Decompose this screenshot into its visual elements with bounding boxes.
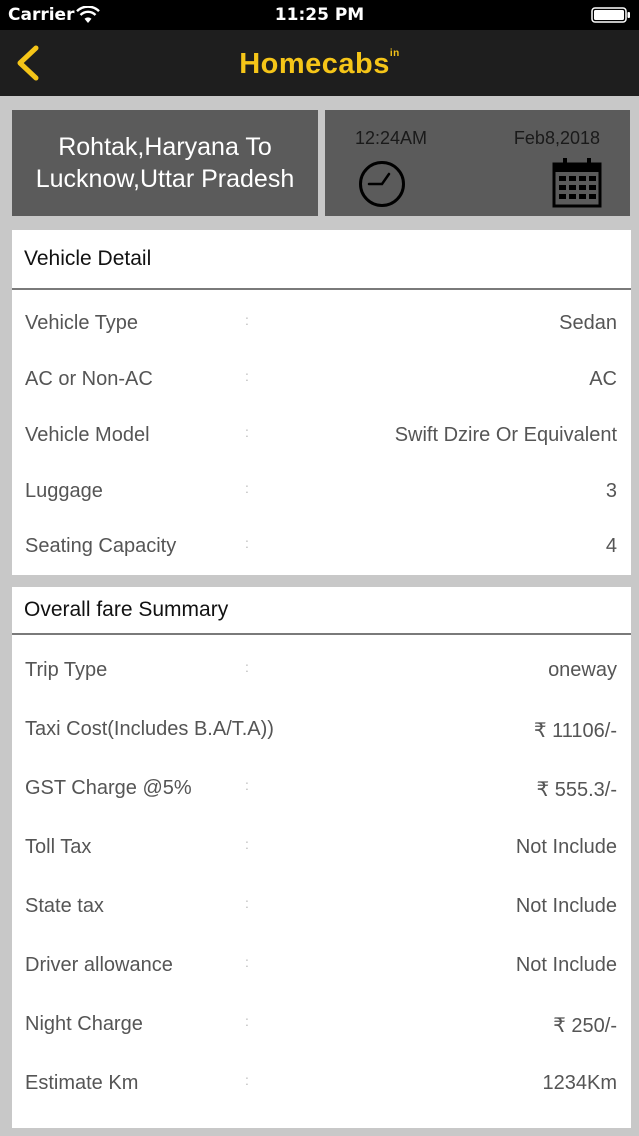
battery-icon [591,7,631,23]
row-value: 4 [605,535,617,557]
fare-summary-title: Overall fare Summary [12,587,631,635]
row-value: AC [589,368,617,390]
row-separator: : [245,480,249,496]
row-separator: : [245,1013,249,1029]
status-time: 11:25 PM [274,5,365,25]
row-label: Luggage [25,480,103,502]
row-label: Vehicle Model [25,424,150,446]
row-value: Sedan [559,312,617,334]
row-separator: : [245,777,249,793]
route-box [12,110,318,216]
app-logo-suffix: in [389,48,400,59]
row-label: AC or Non-AC [25,368,153,390]
row-label: Seating Capacity [25,535,177,557]
route-origin: Rohtak,Haryana To [58,133,272,161]
app-logo [0,48,639,81]
route-destination: Lucknow,Uttar Pradesh [35,165,295,193]
row-separator: : [245,368,249,384]
row-label: Driver allowance [25,954,173,976]
status-bar [0,0,639,30]
pickup-time: 12:24AM [355,128,428,148]
row-label: Toll Tax [25,836,92,858]
calendar-icon [552,156,602,208]
vehicle-detail-title: Vehicle Detail [12,230,631,290]
route-text [36,131,294,195]
row-label: State tax [25,895,104,917]
nav-bar [0,30,639,96]
row-separator: : [245,1072,249,1088]
row-value: ₹ 555.3/- [536,779,617,801]
vehicle-detail-card [12,230,631,575]
row-value: Swift Dzire Or Equivalent [394,424,617,446]
row-label: Taxi Cost(Includes B.A/T.A)) [25,718,274,740]
row-separator: : [245,895,249,911]
clock-icon [355,160,409,208]
row-value: ₹ 11106/- [533,720,617,742]
row-label: Trip Type [25,659,108,681]
row-label: Night Charge [25,1013,143,1035]
row-label: GST Charge @5% [25,777,192,799]
row-value: 3 [605,480,617,502]
row-separator: : [245,535,249,551]
row-value: oneway [548,659,617,681]
row-value: Not Include [515,895,617,917]
row-separator: : [245,659,249,675]
row-value: Not Include [515,836,617,858]
row-label: Estimate Km [25,1072,139,1094]
row-separator: : [245,954,249,970]
row-separator: : [245,424,249,440]
row-value: Not Include [515,954,617,976]
fare-summary-card [12,587,631,1128]
row-separator: : [245,836,249,852]
row-value: ₹ 250/- [553,1015,617,1037]
pickup-date: Feb8,2018 [513,128,600,148]
row-value: 1234Km [542,1072,617,1094]
row-separator: : [245,312,249,328]
row-label: Vehicle Type [25,312,139,334]
carrier-label: Carrier [8,5,75,25]
datetime-box [325,110,630,216]
app-logo-text: Homecabs [239,48,390,80]
